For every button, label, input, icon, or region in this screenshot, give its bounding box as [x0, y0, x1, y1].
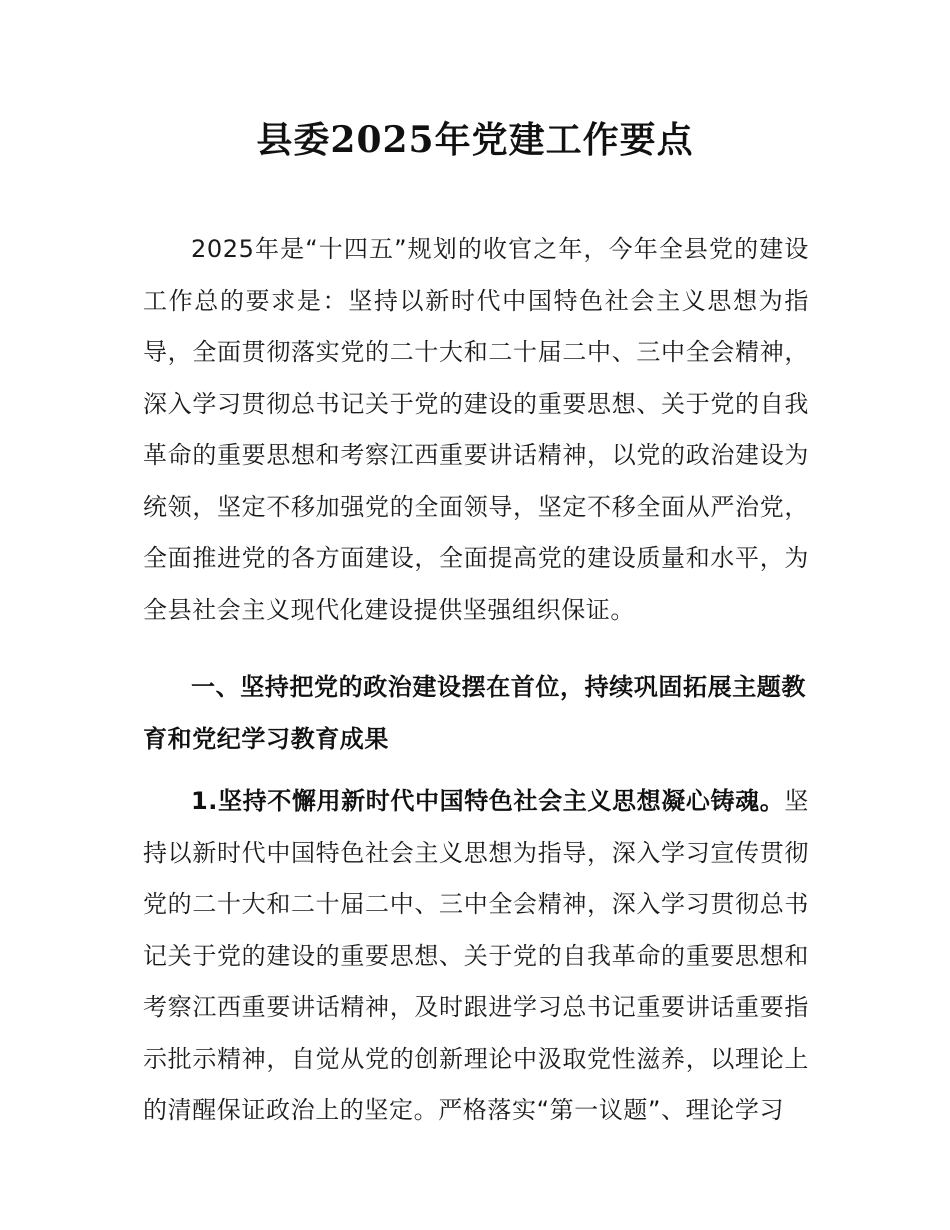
section-1-item-1-lead: 1.坚持不懈用新时代中国特色社会主义思想凝心铸魂。: [191, 787, 785, 815]
document-title: 县委2025年党建工作要点: [256, 119, 694, 161]
section-1-heading: 一、坚持把党的政治建设摆在首位，持续巩固拓展主题教育和党纪学习教育成果: [143, 673, 806, 753]
intro-paragraph: 2025年是“十四五”规划的收官之年，今年全县党的建设工作总的要求是：坚持以新时代中国特色社会主义思想为指导，全面贯彻落实党的二十大和二十届二中、三中全会精神，深入学习贯彻总书记关于党的建设的重要思想、关于党的自我革命的重要思想和考察江西重要讲话精神，以党的政治建设为统领，坚定不移加强党的全面领导，坚定不移全面从严治党，全面推进党的各方面建设，全面提高党的建设质量和水平，为全县社会主义现代化建设提供坚强组织保证。: [143, 235, 809, 624]
section-1-item-1-paragraph: [143, 776, 809, 1137]
section-1-item-1-text: 坚持以新时代中国特色社会主义思想为指导，深入学习宣传贯彻党的二十大和二十届二中、三中全会精神，深入学习贯彻总书记关于党的建设的重要思想、关于党的自我革命的重要思想和考察江西重要讲话精神，及时跟进学习总书记重要讲话重要指示批示精神，自觉从党的创新理论中汲取党性滋养，以理论上的清醒保证政治上的坚定。严格落实“第一议题”、理论学习: [143, 787, 809, 1124]
